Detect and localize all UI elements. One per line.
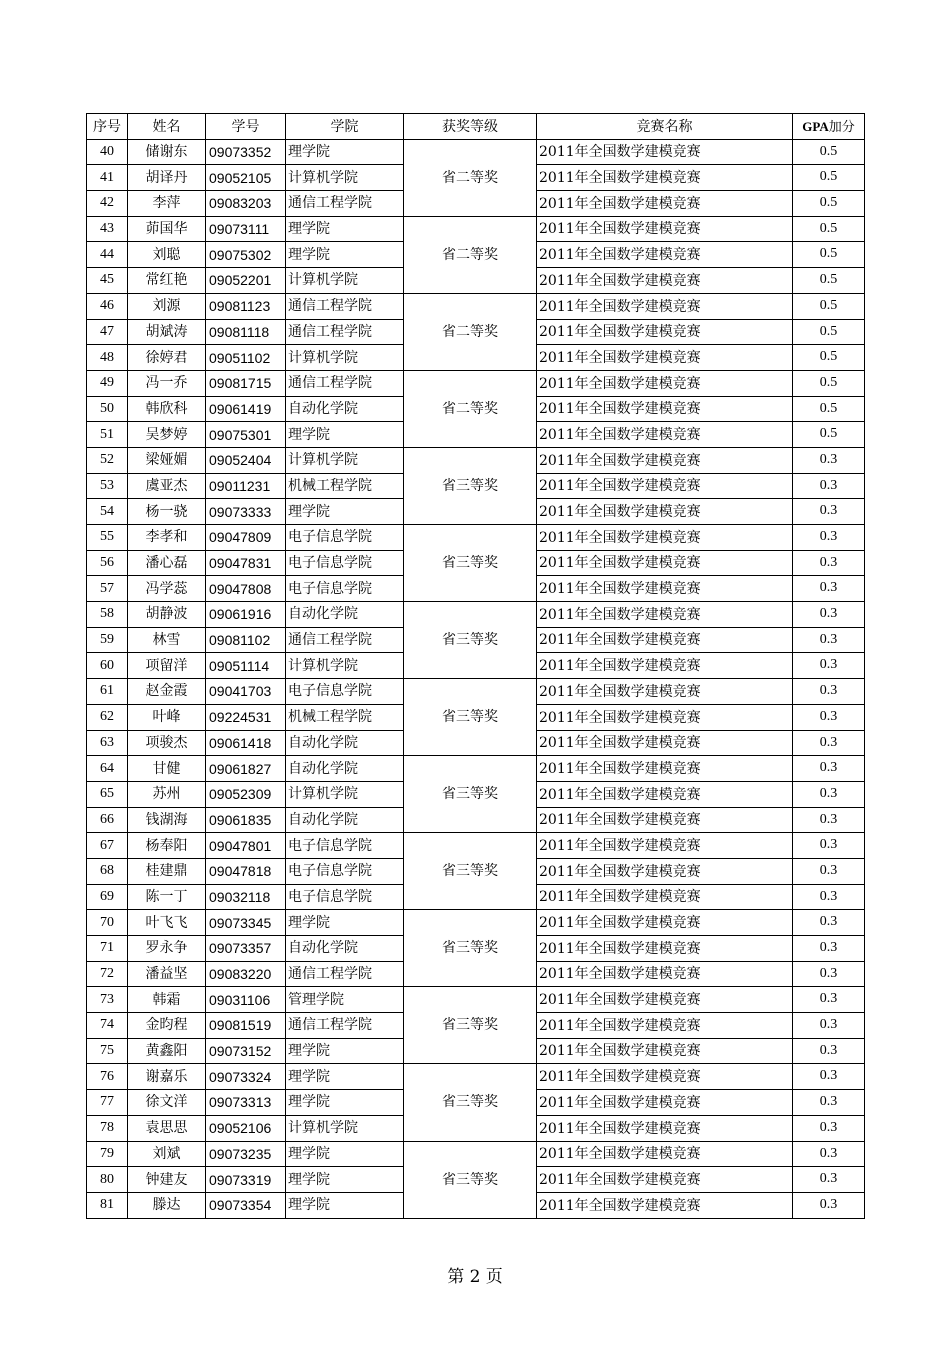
- student-id-cell: 09073319: [206, 1167, 286, 1193]
- college-cell: 理学院: [286, 1167, 404, 1193]
- header-gpa-rest: 加分: [828, 118, 855, 134]
- row-index-cell: 57: [87, 576, 128, 602]
- student-name-cell: 茆国华: [128, 216, 206, 242]
- gpa-bonus-cell: 0.3: [793, 1038, 865, 1064]
- student-name-cell: 徐婷君: [128, 345, 206, 371]
- row-index-cell: 52: [87, 447, 128, 473]
- award-level-cell: 省三等奖: [404, 447, 537, 524]
- student-id-cell: 09075302: [206, 242, 286, 268]
- gpa-bonus-cell: 0.3: [793, 447, 865, 473]
- competition-name-cell: 2011年全国数学建模竞赛: [537, 653, 793, 679]
- table-row: [87, 447, 865, 473]
- gpa-bonus-cell: 0.3: [793, 1013, 865, 1039]
- row-index-cell: 51: [87, 422, 128, 448]
- competition-name-cell: 2011年全国数学建模竞赛: [537, 1192, 793, 1218]
- student-id-cell: 09073357: [206, 936, 286, 962]
- student-id-cell: 09052404: [206, 447, 286, 473]
- row-index-cell: 42: [87, 191, 128, 217]
- row-index-cell: 80: [87, 1167, 128, 1193]
- student-name-cell: 胡译丹: [128, 165, 206, 191]
- gpa-bonus-cell: 0.5: [793, 422, 865, 448]
- row-index-cell: 78: [87, 1115, 128, 1141]
- college-cell: 理学院: [286, 242, 404, 268]
- college-cell: 通信工程学院: [286, 627, 404, 653]
- student-id-cell: 09081519: [206, 1013, 286, 1039]
- competition-name-cell: 2011年全国数学建模竞赛: [537, 679, 793, 705]
- award-level-cell: 省三等奖: [404, 602, 537, 679]
- row-index-cell: 59: [87, 627, 128, 653]
- gpa-bonus-cell: 0.3: [793, 1192, 865, 1218]
- competition-name-cell: 2011年全国数学建模竞赛: [537, 756, 793, 782]
- row-index-cell: 40: [87, 139, 128, 165]
- award-level-cell: 省三等奖: [404, 833, 537, 910]
- student-id-cell: 09061916: [206, 602, 286, 628]
- student-name-cell: 罗永争: [128, 936, 206, 962]
- competition-name-cell: 2011年全国数学建模竞赛: [537, 884, 793, 910]
- competition-name-cell: 2011年全国数学建模竞赛: [537, 345, 793, 371]
- gpa-bonus-cell: 0.3: [793, 704, 865, 730]
- college-cell: 机械工程学院: [286, 473, 404, 499]
- student-id-cell: 09081118: [206, 319, 286, 345]
- student-name-cell: 苏州: [128, 781, 206, 807]
- student-id-cell: 09032118: [206, 884, 286, 910]
- table-row: [87, 679, 865, 705]
- competition-name-cell: 2011年全国数学建模竞赛: [537, 1115, 793, 1141]
- college-cell: 理学院: [286, 1038, 404, 1064]
- award-level-cell: 省三等奖: [404, 1141, 537, 1218]
- row-index-cell: 61: [87, 679, 128, 705]
- student-id-cell: 09041703: [206, 679, 286, 705]
- student-name-cell: 杨一骁: [128, 499, 206, 525]
- student-name-cell: 刘源: [128, 293, 206, 319]
- student-id-cell: 09083203: [206, 191, 286, 217]
- gpa-bonus-cell: 0.5: [793, 191, 865, 217]
- student-id-cell: 09073313: [206, 1090, 286, 1116]
- gpa-bonus-cell: 0.3: [793, 884, 865, 910]
- college-cell: 自动化学院: [286, 807, 404, 833]
- student-id-cell: 09073152: [206, 1038, 286, 1064]
- college-cell: 理学院: [286, 1064, 404, 1090]
- college-cell: 电子信息学院: [286, 679, 404, 705]
- competition-name-cell: 2011年全国数学建模竞赛: [537, 807, 793, 833]
- college-cell: 电子信息学院: [286, 858, 404, 884]
- college-cell: 计算机学院: [286, 447, 404, 473]
- college-cell: 计算机学院: [286, 345, 404, 371]
- gpa-bonus-cell: 0.3: [793, 1141, 865, 1167]
- row-index-cell: 48: [87, 345, 128, 371]
- student-name-cell: 黄鑫阳: [128, 1038, 206, 1064]
- college-cell: 理学院: [286, 910, 404, 936]
- competition-name-cell: 2011年全国数学建模竞赛: [537, 1141, 793, 1167]
- student-id-cell: 09052105: [206, 165, 286, 191]
- student-name-cell: 梁娅媚: [128, 447, 206, 473]
- competition-name-cell: 2011年全国数学建模竞赛: [537, 602, 793, 628]
- student-name-cell: 冯一乔: [128, 370, 206, 396]
- header-row: [87, 114, 865, 140]
- student-name-cell: 叶飞飞: [128, 910, 206, 936]
- student-id-cell: 09073235: [206, 1141, 286, 1167]
- college-cell: 通信工程学院: [286, 191, 404, 217]
- competition-name-cell: 2011年全国数学建模竞赛: [537, 1064, 793, 1090]
- gpa-bonus-cell: 0.3: [793, 936, 865, 962]
- student-id-cell: 09051114: [206, 653, 286, 679]
- row-index-cell: 65: [87, 781, 128, 807]
- competition-name-cell: 2011年全国数学建模竞赛: [537, 1167, 793, 1193]
- gpa-bonus-cell: 0.3: [793, 602, 865, 628]
- gpa-bonus-cell: 0.3: [793, 987, 865, 1013]
- competition-name-cell: 2011年全国数学建模竞赛: [537, 525, 793, 551]
- row-index-cell: 79: [87, 1141, 128, 1167]
- student-name-cell: 项留洋: [128, 653, 206, 679]
- gpa-bonus-cell: 0.3: [793, 961, 865, 987]
- college-cell: 通信工程学院: [286, 1013, 404, 1039]
- competition-name-cell: 2011年全国数学建模竞赛: [537, 550, 793, 576]
- student-name-cell: 潘心磊: [128, 550, 206, 576]
- table-row: [87, 756, 865, 782]
- student-name-cell: 钱湖海: [128, 807, 206, 833]
- student-id-cell: 09081102: [206, 627, 286, 653]
- row-index-cell: 66: [87, 807, 128, 833]
- college-cell: 理学院: [286, 216, 404, 242]
- student-id-cell: 09061419: [206, 396, 286, 422]
- student-id-cell: 09224531: [206, 704, 286, 730]
- student-name-cell: 刘斌: [128, 1141, 206, 1167]
- table-row: [87, 525, 865, 551]
- competition-name-cell: 2011年全国数学建模竞赛: [537, 139, 793, 165]
- gpa-bonus-cell: 0.3: [793, 781, 865, 807]
- gpa-bonus-cell: 0.3: [793, 550, 865, 576]
- row-index-cell: 58: [87, 602, 128, 628]
- student-id-cell: 09031106: [206, 987, 286, 1013]
- gpa-bonus-cell: 0.5: [793, 319, 865, 345]
- student-name-cell: 钟建友: [128, 1167, 206, 1193]
- competition-name-cell: 2011年全国数学建模竞赛: [537, 730, 793, 756]
- student-name-cell: 项骏杰: [128, 730, 206, 756]
- row-index-cell: 56: [87, 550, 128, 576]
- table-row: [87, 216, 865, 242]
- gpa-bonus-cell: 0.3: [793, 1064, 865, 1090]
- gpa-bonus-cell: 0.3: [793, 679, 865, 705]
- student-name-cell: 袁思思: [128, 1115, 206, 1141]
- gpa-bonus-cell: 0.3: [793, 910, 865, 936]
- gpa-bonus-cell: 0.3: [793, 473, 865, 499]
- row-index-cell: 45: [87, 268, 128, 294]
- header-gpa-bold: GPA: [802, 118, 829, 134]
- student-name-cell: 刘聪: [128, 242, 206, 268]
- gpa-bonus-cell: 0.5: [793, 268, 865, 294]
- competition-name-cell: 2011年全国数学建模竞赛: [537, 858, 793, 884]
- gpa-bonus-cell: 0.5: [793, 139, 865, 165]
- student-name-cell: 谢嘉乐: [128, 1064, 206, 1090]
- student-id-cell: 09061835: [206, 807, 286, 833]
- student-name-cell: 韩欣科: [128, 396, 206, 422]
- gpa-bonus-cell: 0.3: [793, 576, 865, 602]
- award-level-cell: 省二等奖: [404, 216, 537, 293]
- gpa-bonus-cell: 0.5: [793, 293, 865, 319]
- student-name-cell: 叶峰: [128, 704, 206, 730]
- row-index-cell: 74: [87, 1013, 128, 1039]
- competition-name-cell: 2011年全国数学建模竞赛: [537, 165, 793, 191]
- table-row: [87, 1141, 865, 1167]
- table-row: [87, 370, 865, 396]
- table-body: [87, 139, 865, 1218]
- student-id-cell: 09052309: [206, 781, 286, 807]
- student-id-cell: 09047809: [206, 525, 286, 551]
- competition-name-cell: 2011年全国数学建模竞赛: [537, 191, 793, 217]
- competition-name-cell: 2011年全国数学建模竞赛: [537, 833, 793, 859]
- college-cell: 管理学院: [286, 987, 404, 1013]
- competition-name-cell: 2011年全国数学建模竞赛: [537, 910, 793, 936]
- competition-name-cell: 2011年全国数学建模竞赛: [537, 576, 793, 602]
- college-cell: 通信工程学院: [286, 370, 404, 396]
- student-id-cell: 09073354: [206, 1192, 286, 1218]
- college-cell: 通信工程学院: [286, 961, 404, 987]
- award-level-cell: 省三等奖: [404, 910, 537, 987]
- table-row: [87, 987, 865, 1013]
- student-id-cell: 09047808: [206, 576, 286, 602]
- table-row: [87, 1064, 865, 1090]
- award-level-cell: 省三等奖: [404, 679, 537, 756]
- student-id-cell: 09047818: [206, 858, 286, 884]
- competition-name-cell: 2011年全国数学建模竞赛: [537, 936, 793, 962]
- college-cell: 理学院: [286, 1141, 404, 1167]
- college-cell: 机械工程学院: [286, 704, 404, 730]
- table-row: [87, 602, 865, 628]
- competition-name-cell: 2011年全国数学建模竞赛: [537, 370, 793, 396]
- row-index-cell: 60: [87, 653, 128, 679]
- student-name-cell: 潘益坚: [128, 961, 206, 987]
- student-id-cell: 09051102: [206, 345, 286, 371]
- header-index: 序号: [87, 114, 128, 140]
- gpa-bonus-cell: 0.3: [793, 730, 865, 756]
- student-id-cell: 09075301: [206, 422, 286, 448]
- student-id-cell: 09081123: [206, 293, 286, 319]
- student-name-cell: 杨奉阳: [128, 833, 206, 859]
- award-level-cell: 省二等奖: [404, 370, 537, 447]
- college-cell: 自动化学院: [286, 936, 404, 962]
- table-row: [87, 910, 865, 936]
- row-index-cell: 47: [87, 319, 128, 345]
- competition-name-cell: 2011年全国数学建模竞赛: [537, 268, 793, 294]
- gpa-bonus-cell: 0.3: [793, 653, 865, 679]
- award-level-cell: 省三等奖: [404, 756, 537, 833]
- competition-name-cell: 2011年全国数学建模竞赛: [537, 396, 793, 422]
- student-id-cell: 09073324: [206, 1064, 286, 1090]
- gpa-bonus-cell: 0.3: [793, 525, 865, 551]
- gpa-bonus-cell: 0.5: [793, 370, 865, 396]
- table-row: [87, 139, 865, 165]
- page-footer: 第 2 页: [447, 1267, 503, 1287]
- gpa-bonus-cell: 0.5: [793, 345, 865, 371]
- student-name-cell: 冯学蕊: [128, 576, 206, 602]
- college-cell: 电子信息学院: [286, 884, 404, 910]
- college-cell: 理学院: [286, 499, 404, 525]
- header-student-id: 学号: [206, 114, 286, 140]
- header-gpa: [793, 114, 865, 140]
- row-index-cell: 41: [87, 165, 128, 191]
- student-name-cell: 韩霜: [128, 987, 206, 1013]
- header-competition: 竞赛名称: [537, 114, 793, 140]
- row-index-cell: 62: [87, 704, 128, 730]
- row-index-cell: 68: [87, 858, 128, 884]
- row-index-cell: 43: [87, 216, 128, 242]
- student-name-cell: 赵金霞: [128, 679, 206, 705]
- student-id-cell: 09073111: [206, 216, 286, 242]
- row-index-cell: 49: [87, 370, 128, 396]
- college-cell: 电子信息学院: [286, 550, 404, 576]
- competition-name-cell: 2011年全国数学建模竞赛: [537, 473, 793, 499]
- student-id-cell: 09073333: [206, 499, 286, 525]
- student-id-cell: 09081715: [206, 370, 286, 396]
- student-name-cell: 胡斌涛: [128, 319, 206, 345]
- competition-name-cell: 2011年全国数学建模竞赛: [537, 1013, 793, 1039]
- award-level-cell: 省二等奖: [404, 293, 537, 370]
- student-id-cell: 09073352: [206, 139, 286, 165]
- table-row: [87, 833, 865, 859]
- college-cell: 计算机学院: [286, 781, 404, 807]
- student-id-cell: 09061418: [206, 730, 286, 756]
- student-id-cell: 09052106: [206, 1115, 286, 1141]
- college-cell: 通信工程学院: [286, 293, 404, 319]
- student-name-cell: 虞亚杰: [128, 473, 206, 499]
- gpa-bonus-cell: 0.3: [793, 858, 865, 884]
- college-cell: 计算机学院: [286, 653, 404, 679]
- student-name-cell: 李萍: [128, 191, 206, 217]
- competition-name-cell: 2011年全国数学建模竞赛: [537, 447, 793, 473]
- competition-name-cell: 2011年全国数学建模竞赛: [537, 319, 793, 345]
- table-row: [87, 293, 865, 319]
- header-award: 获奖等级: [404, 114, 537, 140]
- row-index-cell: 54: [87, 499, 128, 525]
- student-name-cell: 吴梦婷: [128, 422, 206, 448]
- student-name-cell: 桂建鼎: [128, 858, 206, 884]
- gpa-bonus-cell: 0.3: [793, 833, 865, 859]
- student-id-cell: 09011231: [206, 473, 286, 499]
- row-index-cell: 71: [87, 936, 128, 962]
- competition-name-cell: 2011年全国数学建模竞赛: [537, 216, 793, 242]
- competition-name-cell: 2011年全国数学建模竞赛: [537, 1090, 793, 1116]
- college-cell: 理学院: [286, 1090, 404, 1116]
- award-level-cell: 省三等奖: [404, 525, 537, 602]
- college-cell: 电子信息学院: [286, 576, 404, 602]
- row-index-cell: 77: [87, 1090, 128, 1116]
- competition-name-cell: 2011年全国数学建模竞赛: [537, 987, 793, 1013]
- gpa-bonus-cell: 0.3: [793, 756, 865, 782]
- row-index-cell: 55: [87, 525, 128, 551]
- gpa-bonus-cell: 0.3: [793, 627, 865, 653]
- gpa-bonus-cell: 0.3: [793, 1090, 865, 1116]
- student-name-cell: 林雪: [128, 627, 206, 653]
- student-name-cell: 金昀程: [128, 1013, 206, 1039]
- college-cell: 自动化学院: [286, 396, 404, 422]
- row-index-cell: 76: [87, 1064, 128, 1090]
- student-id-cell: 09073345: [206, 910, 286, 936]
- competition-name-cell: 2011年全国数学建模竞赛: [537, 499, 793, 525]
- student-id-cell: 09083220: [206, 961, 286, 987]
- student-id-cell: 09061827: [206, 756, 286, 782]
- header-name: 姓名: [128, 114, 206, 140]
- college-cell: 自动化学院: [286, 602, 404, 628]
- header-college: 学院: [286, 114, 404, 140]
- competition-name-cell: 2011年全国数学建模竞赛: [537, 627, 793, 653]
- student-name-cell: 常红艳: [128, 268, 206, 294]
- row-index-cell: 75: [87, 1038, 128, 1064]
- college-cell: 自动化学院: [286, 756, 404, 782]
- gpa-bonus-cell: 0.3: [793, 1115, 865, 1141]
- row-index-cell: 50: [87, 396, 128, 422]
- student-id-cell: 09047801: [206, 833, 286, 859]
- gpa-bonus-cell: 0.5: [793, 242, 865, 268]
- row-index-cell: 64: [87, 756, 128, 782]
- award-level-cell: 省三等奖: [404, 1064, 537, 1141]
- competition-name-cell: 2011年全国数学建模竞赛: [537, 1038, 793, 1064]
- gpa-bonus-cell: 0.3: [793, 807, 865, 833]
- gpa-bonus-cell: 0.3: [793, 499, 865, 525]
- student-name-cell: 滕达: [128, 1192, 206, 1218]
- student-name-cell: 甘健: [128, 756, 206, 782]
- row-index-cell: 73: [87, 987, 128, 1013]
- student-name-cell: 徐文洋: [128, 1090, 206, 1116]
- award-level-cell: 省三等奖: [404, 987, 537, 1064]
- row-index-cell: 67: [87, 833, 128, 859]
- competition-name-cell: 2011年全国数学建模竞赛: [537, 242, 793, 268]
- row-index-cell: 81: [87, 1192, 128, 1218]
- student-name-cell: 储谢东: [128, 139, 206, 165]
- college-cell: 理学院: [286, 1192, 404, 1218]
- row-index-cell: 72: [87, 961, 128, 987]
- competition-name-cell: 2011年全国数学建模竞赛: [537, 961, 793, 987]
- college-cell: 自动化学院: [286, 730, 404, 756]
- row-index-cell: 70: [87, 910, 128, 936]
- gpa-bonus-cell: 0.5: [793, 165, 865, 191]
- college-cell: 理学院: [286, 422, 404, 448]
- college-cell: 计算机学院: [286, 1115, 404, 1141]
- gpa-bonus-cell: 0.3: [793, 1167, 865, 1193]
- competition-name-cell: 2011年全国数学建模竞赛: [537, 293, 793, 319]
- student-id-cell: 09047831: [206, 550, 286, 576]
- student-name-cell: 李孝和: [128, 525, 206, 551]
- student-name-cell: 陈一丁: [128, 884, 206, 910]
- row-index-cell: 53: [87, 473, 128, 499]
- competition-name-cell: 2011年全国数学建模竞赛: [537, 781, 793, 807]
- row-index-cell: 44: [87, 242, 128, 268]
- student-name-cell: 胡静波: [128, 602, 206, 628]
- college-cell: 计算机学院: [286, 165, 404, 191]
- college-cell: 通信工程学院: [286, 319, 404, 345]
- gpa-bonus-cell: 0.5: [793, 396, 865, 422]
- award-table: [86, 113, 865, 1219]
- row-index-cell: 63: [87, 730, 128, 756]
- college-cell: 计算机学院: [286, 268, 404, 294]
- college-cell: 电子信息学院: [286, 833, 404, 859]
- college-cell: 理学院: [286, 139, 404, 165]
- award-level-cell: 省二等奖: [404, 139, 537, 216]
- row-index-cell: 69: [87, 884, 128, 910]
- competition-name-cell: 2011年全国数学建模竞赛: [537, 704, 793, 730]
- student-id-cell: 09052201: [206, 268, 286, 294]
- college-cell: 电子信息学院: [286, 525, 404, 551]
- gpa-bonus-cell: 0.5: [793, 216, 865, 242]
- row-index-cell: 46: [87, 293, 128, 319]
- competition-name-cell: 2011年全国数学建模竞赛: [537, 422, 793, 448]
